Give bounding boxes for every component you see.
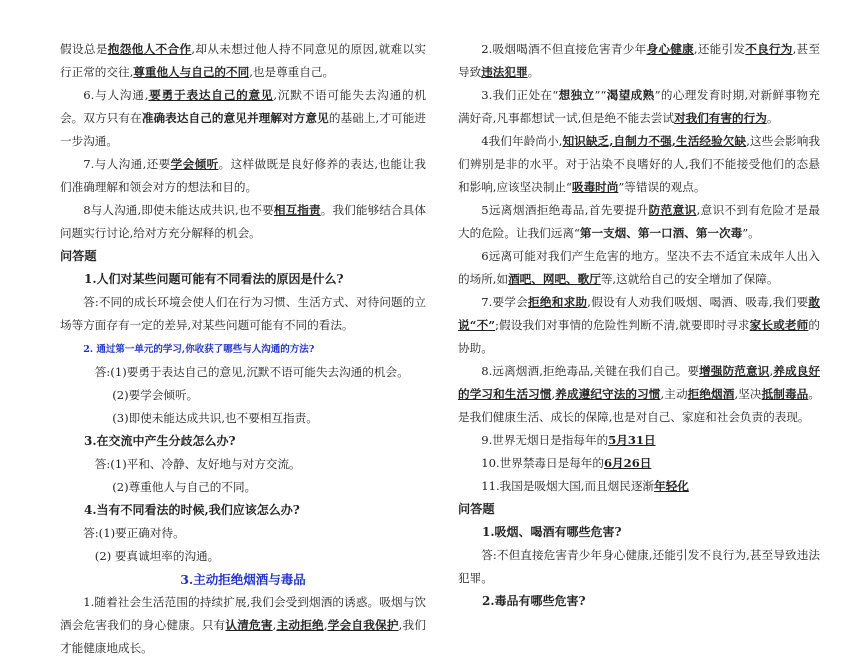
answer-4-line-1: 答:(1)要正确对待。 [83,526,185,540]
key-phrase: 主动拒绝 [276,618,324,632]
text: 2.吸烟喝酒不但直接危害青少年 [481,42,647,56]
key-phrase: 违法犯罪 [481,65,528,79]
key-phrase: 拒绝烟酒 [687,387,735,401]
text: 7.要学会 [481,295,529,309]
paragraph-r6 [458,245,820,291]
paragraph-r2 [458,38,820,84]
text: 9.世界无烟日是指每年的 [481,433,609,447]
question-2 [60,337,426,361]
text: 的协助。 [458,318,820,355]
text: 6远离可能对我们产生危害的地方。坚决不去不适宜未成年人出入的场所,如 [458,249,820,286]
text: 。这样做既是良好修养的表达,也能让我们准确理解和领会对方的想法和目的。 [60,157,426,194]
text: 。我们能够结合具体问题实行讨论,给对方充分解释的机会。 [60,203,426,240]
text: ,坚决 [734,387,762,401]
key-phrase: 身心健康 [646,42,694,56]
key-phrase: 养成良好的学习和生活习惯 [458,364,820,401]
paragraph-r7 [458,291,820,360]
section-heading: 3.主动拒绝烟酒与毒品 [180,572,306,587]
key-phrase: 拒绝和求助 [528,295,588,309]
text: , [551,387,556,401]
key-phrase: 抱怨他人不合作 [107,42,192,56]
text: 5远离烟酒拒绝毒品,首先要提升 [481,203,649,217]
answer-r1: 答:不但直接危害青少年身心健康,还能引发不良行为,甚至导致违法犯罪。 [458,548,820,585]
text: 1.随着社会生活范围的持续扩展,我们会受到烟酒的诱惑。吸烟与饮酒会危害我们的身心健康。只有 [60,595,426,632]
text: 。 [527,65,540,79]
fact-no-smoking-day [458,429,820,452]
paragraph-r3 [458,84,820,130]
paragraph-section-3-1 [60,591,426,660]
question-r1: 1.吸烟、喝酒有哪些危害? [482,525,622,539]
text: ,却从未想过他人持不同意见的原因,就难以实行正常的交往, [60,42,426,79]
key-phrase: 知识缺乏,自制力不强,生活经验欠缺 [562,134,747,148]
key-phrase: 养成遵纪守法的习惯 [555,387,661,401]
key-phrase: 第一支烟、第一口酒、第一次毒 [579,226,743,240]
answer-4-line-2: (2) 要真诚坦率的沟通。 [94,549,220,563]
paragraph-r8 [458,360,820,429]
key-phrase: 6月26日 [603,456,652,470]
text: 6.与人沟通, [83,88,149,102]
text: ,主动 [660,387,688,401]
text: 8.远离烟酒,拒绝毒品,关键在我们自己。要 [481,364,700,378]
text: 4我们年龄尚小, [481,134,563,148]
key-phrase: 准确表达自己的意见并理解对方意见 [141,111,329,125]
text: ”。 [742,226,760,240]
key-phrase: 学会自我保护 [327,618,399,632]
key-phrase: 防范意识 [648,203,697,217]
text: ,这些会影响我们辨别是非的水平。对于沾染不良嗜好的人,我们不能接受他们的态悬和影响,应该坚决制止“ [458,134,821,194]
fact-smokers [458,475,820,498]
text: ,甚至导致 [458,42,820,79]
key-phrase: 不良行为 [745,42,793,56]
text: 11.我国是吸烟大国,而且烟民逐渐 [481,479,655,493]
paragraph-respect [60,38,426,84]
key-phrase: 敢说“不” [458,295,820,332]
paragraph-6 [60,84,426,153]
qa-heading-right: 问答题 [458,502,495,516]
answer-2-line-2: (2)要学会倾听。 [112,388,199,402]
text: 等,这就给自己的安全增加了保障。 [600,272,779,286]
key-phrase: 5月31日 [608,433,656,447]
question-3: 3.在交流中产生分歧怎么办? [84,434,236,448]
answer-1: 答:不同的成长环境会使人们在行为习惯、生活方式、对待问题的立场等方面存有一定的差异,对某些问题可能有不同的看法。 [60,295,426,332]
key-phrase: 吸毒时尚 [571,180,619,194]
text: ,我们才能健康地成长。 [60,618,426,655]
fact-anti-drug-day [458,452,820,475]
key-phrase: 要勇于表达自己的意见 [148,88,274,102]
key-phrase: 酒吧、网吧、歌厅 [508,272,601,286]
text: ,还能引发 [693,42,746,56]
key-phrase: 对我们有害的行为 [674,111,767,125]
right-column [458,38,820,613]
qa-heading: 问答题 [60,249,97,263]
key-phrase: 学会倾听 [170,157,219,171]
text: 。 [766,111,779,125]
paragraph-r4 [458,130,820,199]
key-phrase: 年轻化 [654,479,689,493]
text: ;假设我们对事情的危险性判断不清,就要即时寻求 [495,318,750,332]
question-1: 1.人们对某些问题可能有不同看法的原因是什么? [84,272,344,286]
key-phrase: 渴望成熟 [606,88,655,102]
paragraph-r5 [458,199,820,245]
text: 8与人沟通,即使未能达成共识,也不要 [83,203,274,217]
text: , [272,618,277,632]
key-phrase: 家长或老师 [749,318,809,332]
text: , [323,618,328,632]
question-r2: 2.毒品有哪些危害? [482,594,586,608]
text: ,沉默不语可能失去沟通的机会。双方只有在 [60,88,426,125]
text: , [769,364,774,378]
left-column [60,38,426,660]
key-phrase: 增强防范意识 [699,364,770,378]
answer-2-line-1: 答:(1)要勇于表达自己的意见,沉默不语可能失去沟通的机会。 [94,365,409,379]
key-phrase: 尊重他人与自己的不同 [133,65,250,79]
text: ”的心理发育时期,对新鲜事物充满好奇,凡事都想试一试,但是绝不能去尝试 [458,88,820,125]
answer-3-line-1: 答:(1)平和、冷静、友好地与对方交流。 [94,457,301,471]
key-phrase: 相互指责 [273,203,321,217]
key-phrase: 想独立 [558,88,595,102]
answer-2-line-3: (3)即使未能达成共识,也不要相互指责。 [112,411,318,425]
text: ,假设有人劝我们吸烟、喝酒、吸毒,我们要 [587,295,809,309]
text: 3.我们正处在“ [481,88,559,102]
question-2-text: 2. 通过第一单元的学习,你收获了哪些与人沟通的方法? [83,344,315,355]
text: ,也是尊重自己。 [249,65,335,79]
key-phrase: 认清危害 [225,618,273,632]
question-4: 4.当有不同看法的时候,我们应该怎么办? [84,503,300,517]
text: 假设总是 [60,42,108,56]
text: 10.世界禁毒日是每年的 [481,456,604,470]
text: ,意识不到有危险才是最大的危险。让我们远离“ [458,203,820,240]
text: 的基础上,才可能进一步沟通。 [60,111,426,148]
paragraph-8 [60,199,426,245]
answer-3-line-2: (2)尊重他人与自己的不同。 [112,480,257,494]
key-phrase: 抵制毒品 [761,387,809,401]
text: ”等错误的观点。 [618,180,706,194]
text: ”“ [594,88,607,102]
text: 。是我们健康生活、成长的保障,也是对自己、家庭和社会负责的表现。 [458,387,820,424]
paragraph-7 [60,153,426,199]
text: 7.与人沟通,还要 [83,157,171,171]
